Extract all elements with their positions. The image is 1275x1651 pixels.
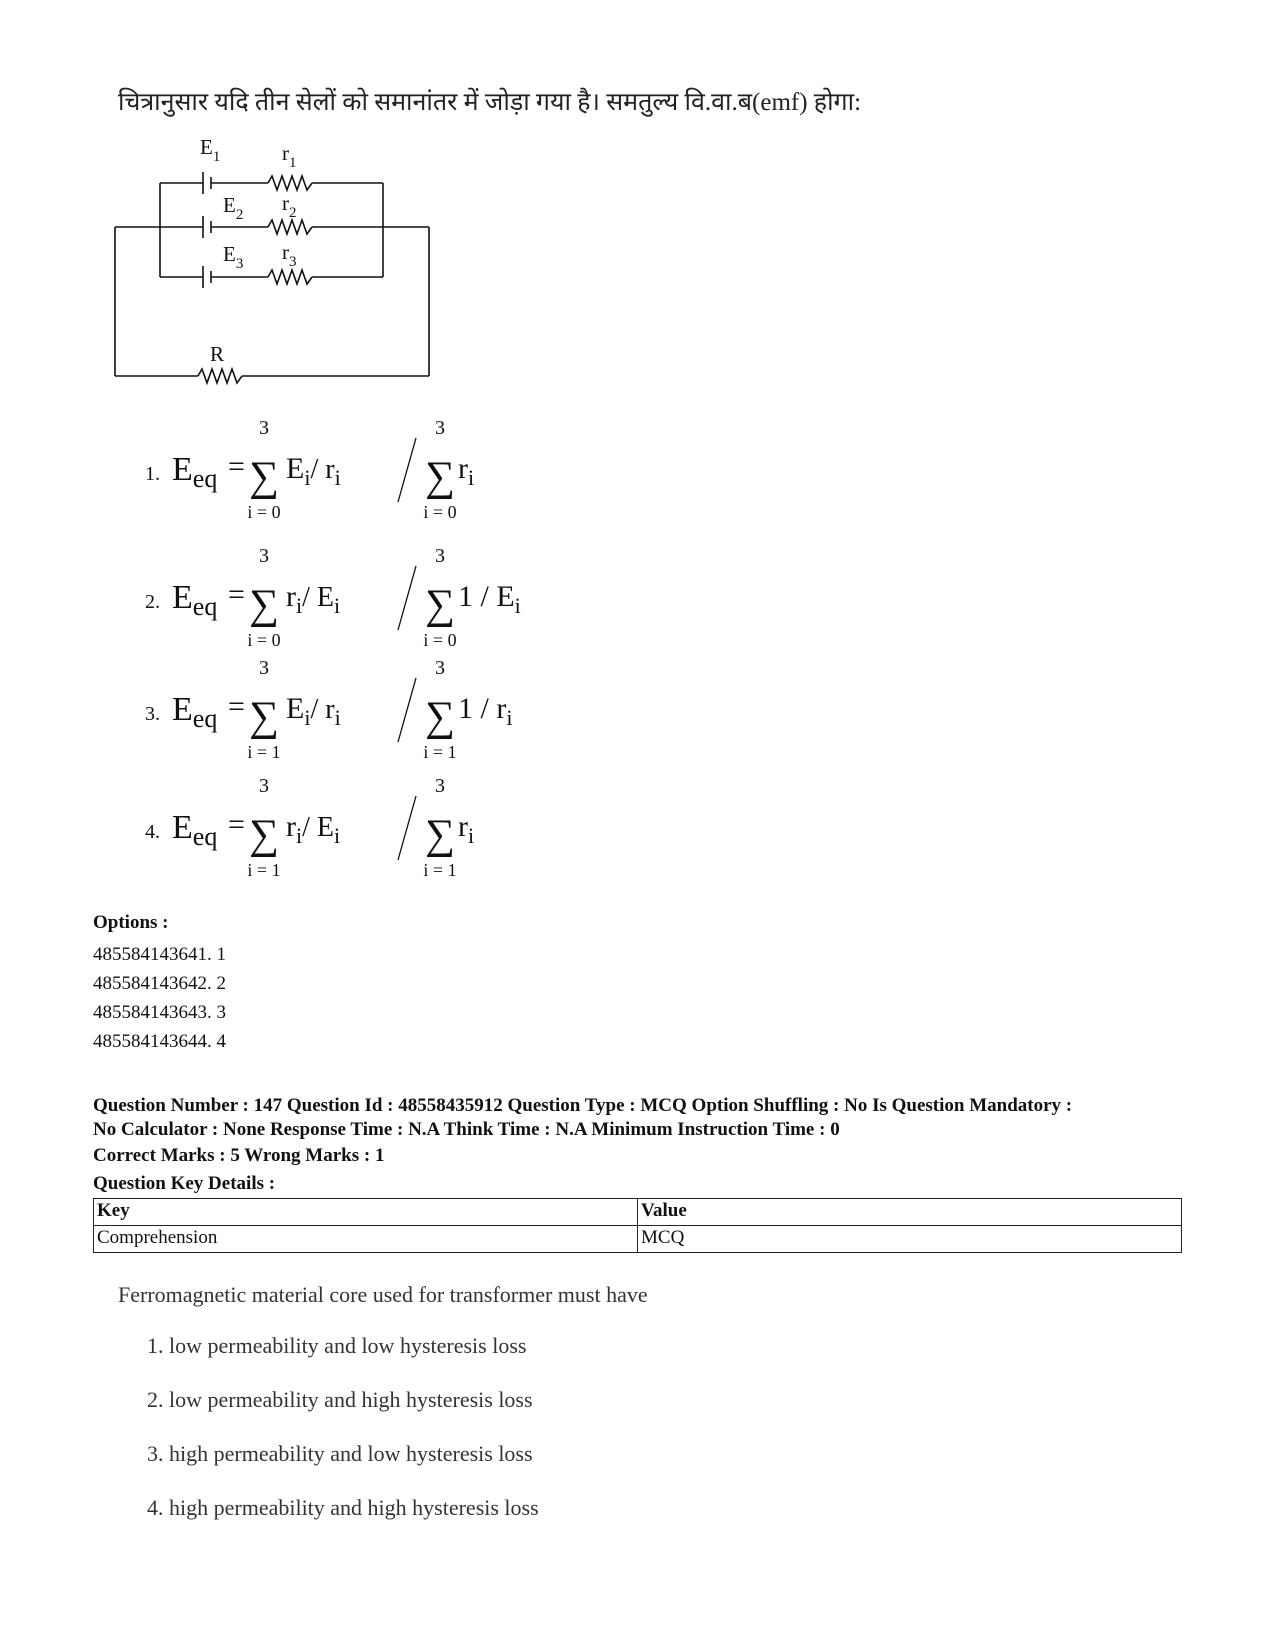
svg-text:∑: ∑ bbox=[249, 694, 279, 740]
svg-text:1 / Ei bbox=[458, 580, 521, 618]
question2-options bbox=[147, 1333, 539, 1549]
svg-text:∑: ∑ bbox=[425, 694, 455, 740]
formula-3-s2-sub: i bbox=[506, 705, 513, 730]
formula-3-s1-op: / r bbox=[310, 694, 335, 725]
formula-4-s1-bsub: i bbox=[334, 823, 341, 848]
formula-4-s1-up: 3 bbox=[259, 775, 269, 797]
formula-2-s2-pre: 1 / E bbox=[458, 580, 515, 613]
formula-2-lhs: E bbox=[172, 579, 193, 616]
formula-4-s2-lo: i = 1 bbox=[423, 860, 457, 880]
svg-text:∑: ∑ bbox=[425, 582, 455, 628]
marks-line: Correct Marks : 5 Wrong Marks : 1 bbox=[93, 1145, 385, 1166]
q2-option-4: 4. high permeability and high hysteresis loss bbox=[147, 1495, 539, 1520]
formula-4-num: 4. bbox=[145, 821, 160, 843]
formula-2-s1-op: / E bbox=[302, 582, 335, 613]
svg-text:ri bbox=[458, 810, 474, 848]
key-table bbox=[93, 1198, 1182, 1253]
key-table-header bbox=[94, 1199, 1182, 1226]
formula-4-s2-sub: i bbox=[468, 823, 475, 848]
resistor-label-3: $r_3$ bbox=[282, 240, 297, 270]
option-3: 485584143643. 3 bbox=[93, 1002, 226, 1023]
formula-3-s2-lo: i = 1 bbox=[423, 742, 457, 762]
formula-1-s2-up: 3 bbox=[435, 417, 445, 439]
formula-4-s1-lo: i = 1 bbox=[247, 860, 281, 880]
resistor-label-1: $r_1$ bbox=[282, 141, 297, 171]
table-row bbox=[94, 1226, 1182, 1253]
svg-text:∑: ∑ bbox=[249, 812, 279, 858]
formula-3-num: 3. bbox=[145, 703, 160, 725]
formula-option-2 bbox=[140, 545, 521, 657]
formula-4-lhs: E bbox=[172, 809, 193, 846]
option-1: 485584143641. 1 bbox=[93, 944, 226, 965]
formula-option-3 bbox=[140, 657, 513, 769]
formula-3-s1-asub: i bbox=[304, 705, 311, 730]
formula-2-s1-lo: i = 0 bbox=[247, 630, 281, 650]
formula-4-eq: = bbox=[228, 808, 245, 841]
options-list bbox=[93, 940, 226, 1056]
meta-line-2: No Calculator : None Response Time : N.A Think Time : N.A Minimum Instruction Time : 0 bbox=[93, 1119, 840, 1140]
formula-3-s2-up: 3 bbox=[435, 657, 445, 679]
formula-2-s1-a: r bbox=[286, 580, 296, 613]
formula-4-svg bbox=[140, 775, 500, 882]
formula-1-lhs-sub: eq bbox=[192, 464, 218, 493]
formula-1-svg bbox=[140, 417, 500, 524]
formula-4-s2-pre: r bbox=[458, 810, 468, 843]
formula-2-s2-up: 3 bbox=[435, 545, 445, 567]
svg-text:Ei/ ri bbox=[286, 452, 341, 490]
emf-label-2: $E_2$ bbox=[223, 193, 244, 223]
formula-1-s1-bsub: i bbox=[334, 465, 341, 490]
value-cell: MCQ bbox=[638, 1226, 1182, 1253]
formula-3-eq: = bbox=[228, 690, 245, 723]
svg-text:Ei/ ri bbox=[286, 692, 341, 730]
options-label: Options : bbox=[93, 912, 169, 933]
option-2: 485584143642. 2 bbox=[93, 973, 226, 994]
circuit-diagram bbox=[110, 135, 450, 400]
formula-3-s2-pre: 1 / r bbox=[458, 692, 507, 725]
formula-1-s2-sub: i bbox=[468, 465, 475, 490]
formula-1-s1-asub: i bbox=[304, 465, 311, 490]
formula-2-s2-sub: i bbox=[514, 593, 521, 618]
formula-2-s1-bsub: i bbox=[334, 593, 341, 618]
resistor-label-2: $r_2$ bbox=[282, 191, 297, 221]
svg-text:Eeq bbox=[172, 579, 217, 621]
key-header-cell: Key bbox=[94, 1199, 638, 1226]
formula-2-s2-lo: i = 0 bbox=[423, 630, 457, 650]
formula-2-s1-up: 3 bbox=[259, 545, 269, 567]
svg-text:∑: ∑ bbox=[425, 454, 455, 500]
meta-line-1: Question Number : 147 Question Id : 48558435912 Question Type : MCQ Option Shuffling : No Is Question Mandatory : bbox=[93, 1095, 1073, 1116]
formula-1-num: 1. bbox=[145, 463, 160, 485]
formula-3-lhs: E bbox=[172, 691, 193, 728]
q2-option-2: 2. low permeability and high hysteresis loss bbox=[147, 1387, 533, 1412]
formula-3-s1-up: 3 bbox=[259, 657, 269, 679]
key-details-heading: Question Key Details : bbox=[93, 1173, 276, 1194]
formula-1-eq: = bbox=[228, 450, 245, 483]
formula-3-svg bbox=[140, 657, 513, 764]
svg-text:Eeq bbox=[172, 809, 217, 851]
svg-text:1 / ri bbox=[458, 692, 512, 730]
question-meta bbox=[93, 1094, 1193, 1142]
svg-text:Eeq bbox=[172, 451, 217, 493]
q2-option-1: 1. low permeability and low hysteresis loss bbox=[147, 1333, 527, 1358]
formula-2-svg bbox=[140, 545, 521, 652]
svg-text:ri/ Ei bbox=[286, 580, 340, 618]
question-text: चित्रानुसार यदि तीन सेलों को समानांतर में जोड़ा गया है। समतुल्य वि.वा.ब(emf) होगा: bbox=[118, 89, 862, 116]
formula-3-s1-lo: i = 1 bbox=[247, 742, 281, 762]
svg-text:ri/ Ei bbox=[286, 810, 340, 848]
formula-3-lhs-sub: eq bbox=[192, 704, 218, 733]
formula-4-s1-asub: i bbox=[296, 823, 303, 848]
q2-option-3: 3. high permeability and low hysteresis loss bbox=[147, 1441, 533, 1466]
formula-4-s1-a: r bbox=[286, 810, 296, 843]
formula-4-lhs-sub: eq bbox=[192, 822, 218, 851]
formula-2-eq: = bbox=[228, 578, 245, 611]
option-4: 485584143644. 4 bbox=[93, 1031, 226, 1052]
formula-3-s1-a: E bbox=[286, 692, 305, 725]
svg-text:Eeq bbox=[172, 691, 217, 733]
formula-3-s1-bsub: i bbox=[334, 705, 341, 730]
formula-2-s1-asub: i bbox=[296, 593, 303, 618]
formula-1-s1-lo: i = 0 bbox=[247, 502, 281, 522]
emf-label-3: $E_3$ bbox=[223, 242, 244, 272]
formula-4-s1-op: / E bbox=[302, 812, 335, 843]
svg-text:∑: ∑ bbox=[249, 582, 279, 628]
formula-1-s1-up: 3 bbox=[259, 417, 269, 439]
question2-text: Ferromagnetic material core used for transformer must have bbox=[118, 1282, 648, 1307]
formula-2-lhs-sub: eq bbox=[192, 592, 218, 621]
formula-4-s2-up: 3 bbox=[435, 775, 445, 797]
formula-option-1 bbox=[140, 417, 500, 529]
svg-text:∑: ∑ bbox=[425, 812, 455, 858]
load-resistor-label: R bbox=[210, 342, 225, 366]
formula-1-lhs: E bbox=[172, 451, 193, 488]
formula-option-4 bbox=[140, 775, 500, 887]
formula-1-s2-pre: r bbox=[458, 452, 468, 485]
formula-1-s1-a: E bbox=[286, 452, 305, 485]
formula-1-s1-op: / r bbox=[310, 454, 335, 485]
svg-text:∑: ∑ bbox=[249, 454, 279, 500]
formula-1-s2-lo: i = 0 bbox=[423, 502, 457, 522]
value-header-cell: Value bbox=[638, 1199, 1182, 1226]
key-cell: Comprehension bbox=[94, 1226, 638, 1253]
formula-2-num: 2. bbox=[145, 591, 160, 613]
emf-label-1: $E_1$ bbox=[200, 135, 221, 165]
svg-text:ri bbox=[458, 452, 474, 490]
